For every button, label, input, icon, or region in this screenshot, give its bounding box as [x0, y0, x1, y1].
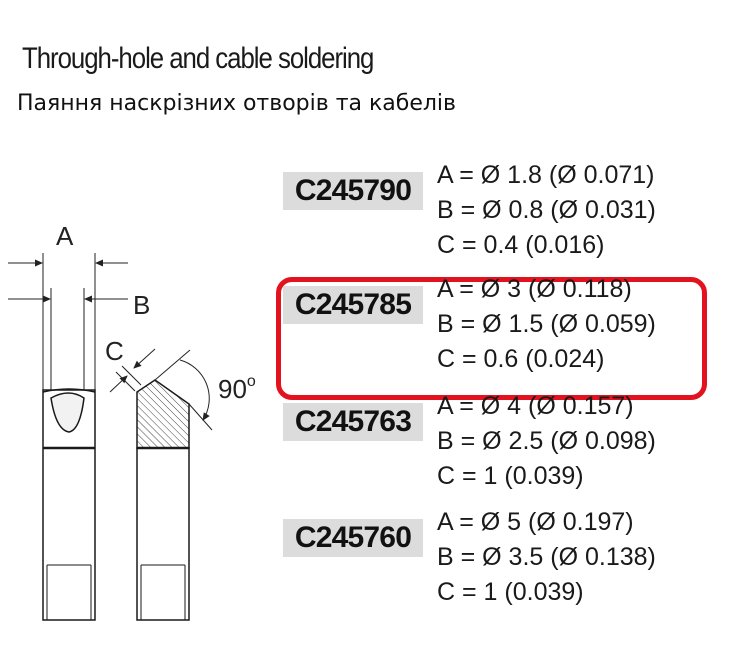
spec-a: A = Ø 4 (Ø 0.157) [437, 392, 634, 420]
tip-code: C245760 [283, 519, 423, 557]
tip-specs [437, 158, 656, 263]
spec-c: C = 0.4 (0.016) [437, 231, 605, 259]
spec-c: C = 1 (0.039) [437, 578, 584, 606]
spec-c: C = 1 (0.039) [437, 462, 584, 490]
tip-code: C245785 [283, 286, 423, 324]
tip-specs [437, 505, 656, 610]
spec-a: A = Ø 5 (Ø 0.197) [437, 508, 634, 536]
spec-c: C = 0.6 (0.024) [437, 345, 605, 373]
tip-specs [437, 272, 656, 377]
tip-specs [437, 389, 656, 494]
tip-code: C245790 [283, 172, 423, 210]
page-title: Through-hole and cable soldering [22, 42, 374, 75]
spec-b: B = Ø 1.5 (Ø 0.059) [437, 310, 656, 338]
spec-b: B = Ø 3.5 (Ø 0.138) [437, 543, 656, 571]
label-c: C [105, 336, 124, 366]
page-subtitle: Паяння наскрізних отворів та кабелів [17, 91, 457, 116]
dimension-a [8, 253, 128, 392]
spec-b: B = Ø 2.5 (Ø 0.098) [437, 427, 656, 455]
label-a: A [56, 221, 74, 251]
label-b: B [133, 290, 151, 320]
angle-label: 90$^o$ [218, 373, 256, 404]
spec-b: B = Ø 0.8 (Ø 0.031) [437, 196, 656, 224]
tip-code: C245763 [283, 403, 423, 441]
spec-a: A = Ø 3 (Ø 0.118) [437, 275, 632, 303]
tip-front-view [43, 389, 95, 620]
tip-side-view [137, 380, 189, 620]
spec-a: A = Ø 1.8 (Ø 0.071) [437, 161, 655, 189]
